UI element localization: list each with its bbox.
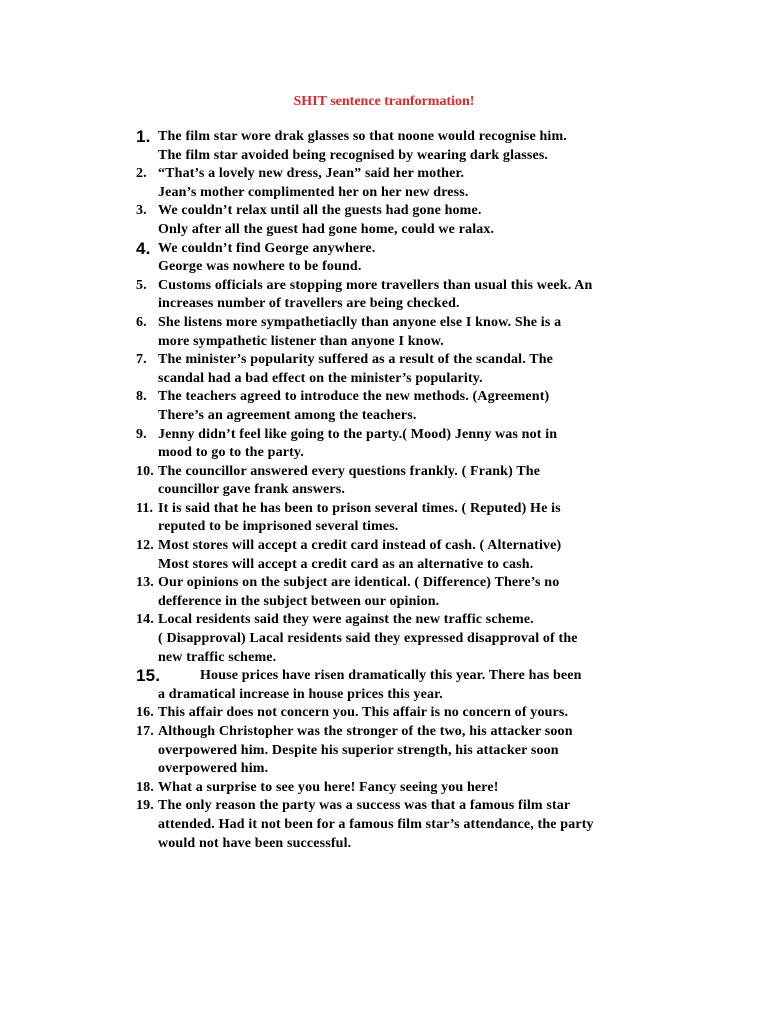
list-item-10: [128, 463, 668, 500]
list-item-16: [128, 704, 668, 723]
item-number: 17.: [136, 724, 154, 739]
item-text-line: “That’s a lovely new dress, Jean” said her mother.: [158, 166, 465, 182]
item-text-line: ( Disapproval) Lacal residents said they expressed disapproval of the: [158, 631, 578, 647]
item-text-line: overpowered him. Despite his superior strength, his attacker soon: [158, 742, 559, 758]
item-text-line: increases number of travellers are being checked.: [158, 296, 460, 312]
item-number: 16.: [136, 705, 154, 721]
item-number: 7.: [136, 352, 147, 368]
item-text-line: The teachers agreed to introduce the new methods. (Agreement): [158, 389, 550, 405]
item-text-line: We couldn’t find George anywhere.: [158, 240, 376, 256]
item-text-line: George was nowhere to be found.: [158, 259, 362, 275]
item-text-line: Most stores will accept a credit card as an alternative to cash.: [158, 556, 534, 572]
item-text-line: This affair does not concern you. This affair is no concern of yours.: [158, 705, 569, 721]
item-text-line: councillor gave frank answers.: [158, 482, 346, 498]
list-item-17: [128, 723, 668, 779]
item-number: 10.: [136, 463, 154, 479]
item-number: 14.: [136, 612, 154, 628]
item-text-line: Most stores will accept a credit card instead of cash. ( Alternative): [158, 538, 562, 554]
item-number: 6.: [136, 314, 147, 330]
item-number: 11.: [136, 500, 154, 516]
item-number: 8.: [136, 389, 147, 405]
item-text-line: It is said that he has been to prison several times. ( Reputed) He is: [158, 500, 561, 516]
item-number: 4.: [136, 238, 151, 258]
item-number: 18.: [136, 779, 154, 795]
item-text-line: scandal had a bad effect on the minister’s popularity.: [158, 370, 483, 386]
document-title: SHIT sentence tranformation!: [293, 94, 475, 109]
item-text-line: The film star wore drak glasses so that noone would recognise him.: [158, 129, 567, 144]
list-item-3: [128, 202, 668, 239]
item-text-line: The only reason the party was a success was that a famous film star: [158, 798, 571, 814]
item-text-line: Jenny didn’t feel like going to the party.( Mood) Jenny was not in: [158, 426, 558, 442]
item-text-line: overpowered him.: [158, 761, 269, 777]
list-item-13: [128, 574, 668, 611]
list-item-18: [128, 779, 668, 798]
item-number: 19.: [136, 798, 154, 814]
list-item-5: [128, 277, 668, 314]
list-item-12: [128, 537, 668, 574]
list-item-15: [128, 667, 668, 704]
item-number: 13.: [136, 575, 154, 591]
list-item-4: [128, 240, 668, 277]
item-number: 3.: [136, 203, 147, 219]
item-number: 12.: [136, 538, 154, 554]
list-item-2: [128, 165, 668, 202]
list-item-11: [128, 500, 668, 537]
item-text-line: would not have been successful.: [158, 835, 352, 851]
item-text-line: reputed to be imprisoned several times.: [158, 519, 399, 535]
list-item-7: [128, 351, 668, 388]
item-text-line: attended. Had it not been for a famous film star’s attendance, the party: [158, 816, 594, 832]
item-number: 2.: [136, 166, 147, 182]
item-text-line: Jean’s mother complimented her on her new dress.: [158, 184, 469, 200]
item-number: 15.: [136, 666, 161, 686]
list-item-14: [128, 611, 668, 667]
item-number: 1.: [136, 127, 151, 146]
item-text-line: The film star avoided being recognised by wearing dark glasses.: [158, 147, 549, 163]
item-text-line: more sympathetic listener than anyone I know.: [158, 333, 444, 349]
item-number: 9.: [136, 426, 147, 442]
item-text-line: Local residents said they were against the new traffic scheme.: [158, 612, 534, 628]
list-item-9: [128, 426, 668, 463]
item-text-line: House prices have risen dramatically this year. There has been: [200, 668, 582, 684]
item-text-line: We couldn’t relax until all the guests had gone home.: [158, 203, 482, 219]
item-text-line: Only after all the guest had gone home, could we ralax.: [158, 221, 495, 237]
sentence-list: [128, 128, 668, 853]
item-text-line: There’s an agreement among the teachers.: [158, 407, 417, 423]
list-item-8: [128, 388, 668, 425]
item-text-line: Customs officials are stopping more travellers than usual this week. An: [158, 277, 593, 293]
item-text-line: mood to go to the party.: [158, 445, 304, 461]
item-text-line: new traffic scheme.: [158, 649, 277, 665]
list-item-19: [128, 797, 668, 853]
item-number: 5.: [136, 277, 147, 293]
item-text-line: Our opinions on the subject are identical. ( Difference) There’s no: [158, 575, 560, 591]
list-item-1: [128, 128, 668, 165]
list-item-6: [128, 314, 668, 351]
item-text-line: The minister’s popularity suffered as a result of the scandal. The: [158, 352, 554, 368]
item-text-line: She listens more sympathetiaclly than anyone else I know. She is a: [158, 314, 562, 330]
item-text-line: defference in the subject between our opinion.: [158, 593, 440, 609]
item-text-line: The councillor answered every questions frankly. ( Frank) The: [158, 463, 541, 479]
item-text-line: What a surprise to see you here! Fancy seeing you here!: [158, 779, 499, 795]
item-text-line: a dramatical increase in house prices this year.: [158, 686, 443, 702]
item-text-line: Although Christopher was the stronger of the two, his attacker soon: [158, 724, 573, 739]
